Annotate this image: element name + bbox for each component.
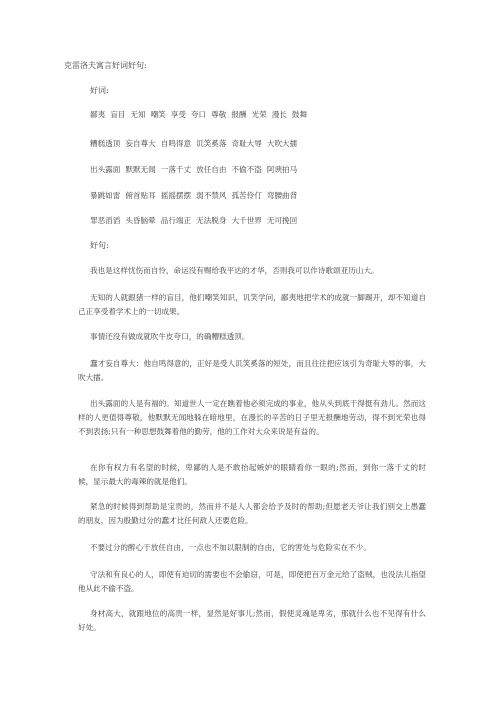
word: 盲目 <box>110 110 126 119</box>
paragraph: 我也是这样忧伤而自怜，命运没有赐给我平达的才华，否则我可以作诗歌颂亚历山大。 <box>90 266 379 275</box>
word: 弱不禁风 <box>196 191 227 200</box>
sentences-heading: 好句: <box>90 241 109 250</box>
word: 糟糕透顶 <box>90 139 121 148</box>
word: 讥笑奚落 <box>196 139 227 148</box>
word: 尊敬 <box>211 110 227 119</box>
words-heading: 好词: <box>90 86 109 95</box>
word: 嘲笑 <box>150 110 166 119</box>
word: 报酬 <box>231 110 247 119</box>
word: 无可挽回 <box>266 216 298 225</box>
word: 奇耻大辱 <box>231 139 262 148</box>
paragraph: 不要过分的醉心于放任自由，一点也不加以限制的自由，它的害处与危险实在不少。 <box>90 543 371 552</box>
word: 暴跳如雷 <box>90 191 121 200</box>
word: 出头露面 <box>90 165 121 174</box>
word: 大吹大擂 <box>266 139 298 148</box>
word: 不偷不盗 <box>231 165 262 174</box>
word-row <box>90 109 312 121</box>
word: 阿谀拍马 <box>266 165 298 174</box>
paragraph: 无知的人就跟猪一样的盲目，他们嘲笑知识，讥笑学问，鄙夷地把学术的成就一脚踢开，却不知道自己正享受着学术上的一切成果。 <box>78 293 426 316</box>
word-row <box>90 215 302 227</box>
word: 放任自由 <box>196 165 227 174</box>
word: 鼓舞 <box>291 110 308 119</box>
paragraph: 身材高大，就跟地位的高贵一样，显然是好事儿;然而，假使灵魂是卑劣，那就什么也不见得有什么好处。 <box>78 609 426 632</box>
word: 默默无闻 <box>125 165 156 174</box>
word: 妄自尊大 <box>125 139 156 148</box>
word: 俯首贴耳 <box>125 191 156 200</box>
word: 摇摇摆摆 <box>160 191 192 200</box>
word: 孤苦伶仃 <box>231 191 262 200</box>
word: 品行端正 <box>160 216 192 225</box>
word: 一落千丈 <box>160 165 192 174</box>
word: 头昏脑晕 <box>125 216 156 225</box>
word: 漫长 <box>271 110 287 119</box>
paragraph: 在你有权力有名望的时候，卑鄙的人是不敢抬起嫉妒的眼睛看你一眼的;然而，到你一落千丈的时候，显示最大的毒辣的就是他们。 <box>78 463 426 486</box>
word: 享受 <box>170 110 186 119</box>
document-title: 克雷洛夫寓言好词好句: <box>64 61 147 70</box>
word: 光荣 <box>251 110 267 119</box>
word-row <box>90 190 302 202</box>
word: 无知 <box>130 110 146 119</box>
paragraph: 事情还没有做成就吹牛皮夸口，的确糟糕透顶。 <box>90 332 250 341</box>
word: 无法脱身 <box>196 216 227 225</box>
paragraph: 紧急的时候得到帮助是宝贵的，然而并不是人人都会给予及时的帮助;但愿老天爷让我们别交上愚蠢的朋友，因为殷勤过分的蠢才比任何敌人还要危险。 <box>78 502 426 525</box>
word-row <box>90 164 302 176</box>
word: 鄙夷 <box>90 110 106 119</box>
paragraph: 守法和有良心的人，即使有迫切的需要也不会偷窃，可是，即使把百万金元给了盗贼，也没法儿指望他从此不偷不盗。 <box>78 570 426 593</box>
word: 罪恶滔滔 <box>90 216 121 225</box>
word: 夸口 <box>190 110 207 119</box>
paragraph: 蠢才妄自尊大：他自鸣得意的，正好是受人讥笑奚落的短处，而且往往把应该引为奇耻大辱的事，大吹大擂。 <box>78 359 426 382</box>
paragraph: 出头露面的人是有福的。知道世人一定在瞧着他必须完成的事业，他从头到底干得挺有劲儿。然而这样的人更值得尊敬，他默默无闻地躲在暗地里，在漫长的辛苦的日子里无报酬地劳动，得不到光荣也得不到表扬;只有一种思想鼓舞着他的勤劳，他的工作对大众来说是有益的。 <box>78 399 426 436</box>
word: 弯腰曲背 <box>266 191 298 200</box>
word: 大千世界 <box>231 216 262 225</box>
word: 自鸣得意 <box>160 139 192 148</box>
word-row <box>90 138 302 150</box>
